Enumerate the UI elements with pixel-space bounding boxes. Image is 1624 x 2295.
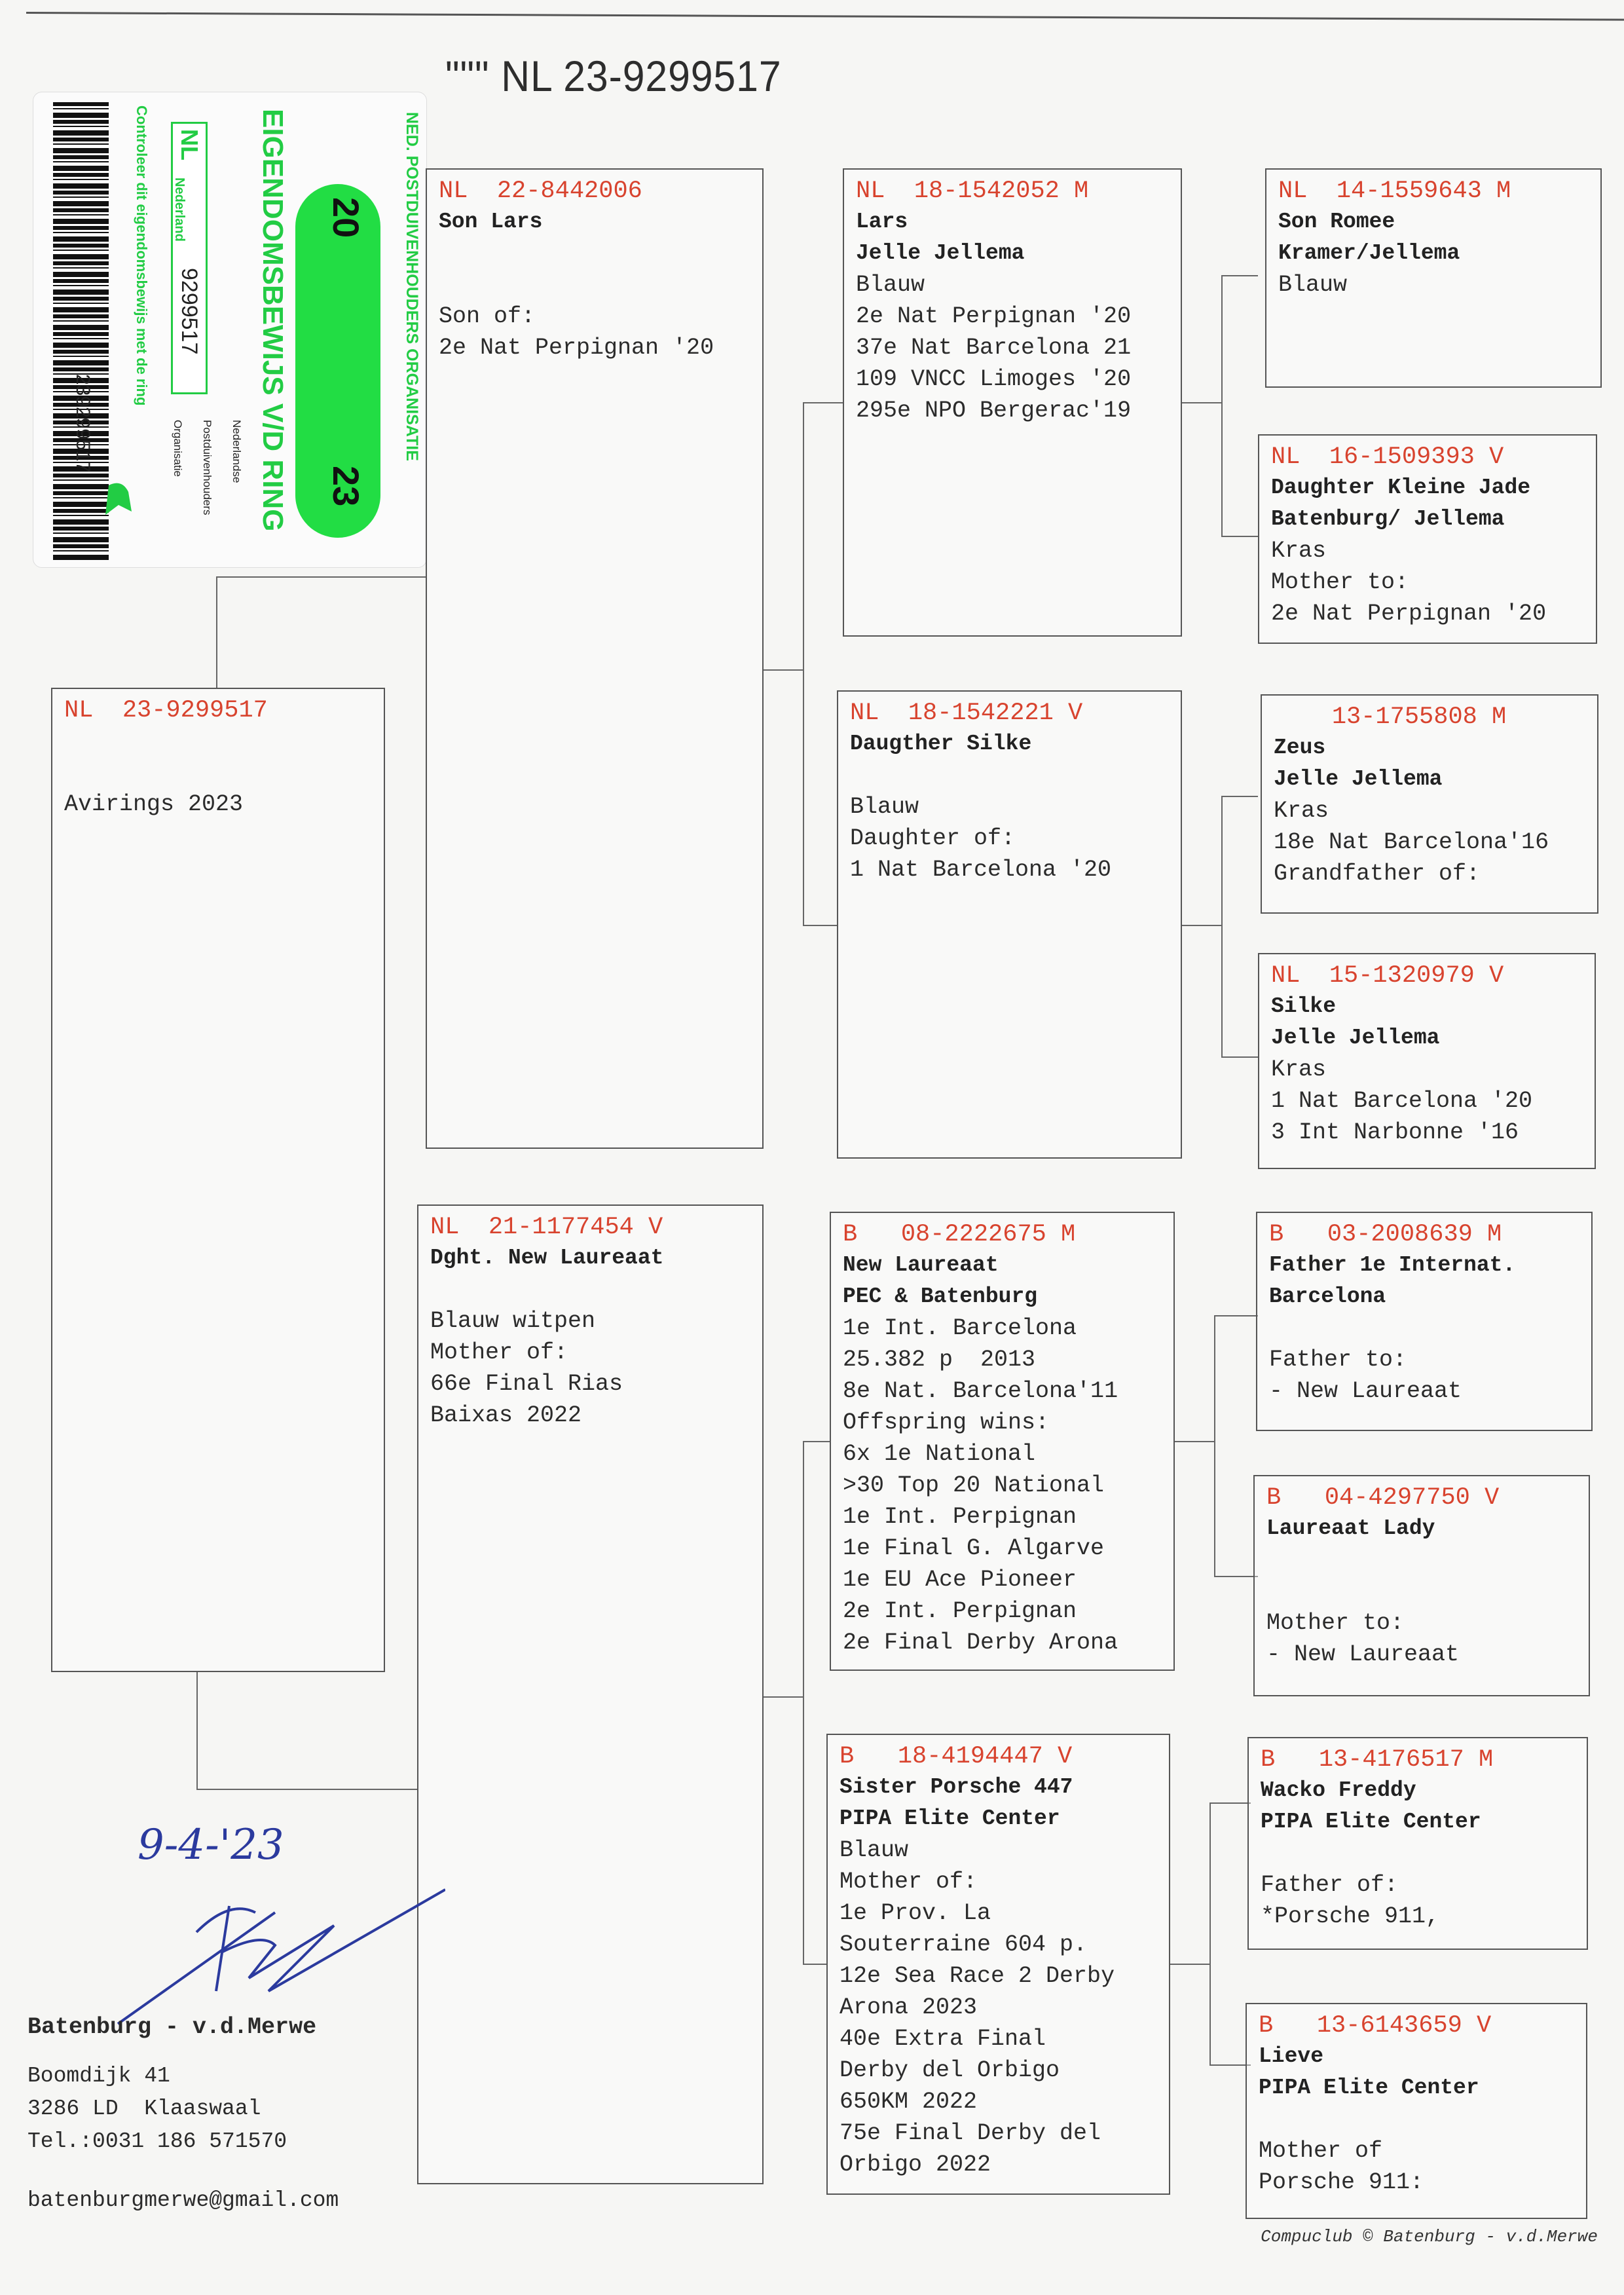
ring-number: B 08-2222675 M [843, 1221, 1076, 1248]
connector-line [803, 402, 843, 403]
connector-line [1209, 1802, 1211, 2066]
pedigree-box-ggp-4: NL 15-1320979 V Silke Jelle Jellema Kras 1 Nat Barcelona '20 3 Int Narbonne '16 [1258, 953, 1596, 1169]
ring-number: NL 22-8442006 [439, 177, 642, 205]
connector-line [1214, 1315, 1215, 1577]
connector-line [1221, 796, 1223, 1058]
pedigree-box-ggp-3: 13-1755808 M Zeus Jelle Jellema Kras 18e Nat Barcelona'16 Grandfather of: [1261, 694, 1598, 914]
year-left: 20 [325, 197, 367, 238]
year-right: 23 [325, 466, 367, 507]
pigeon-name: Dght. New Laureaat [430, 1246, 664, 1270]
connector-line [1182, 402, 1221, 403]
pedigree-box-dam: NL 21-1177454 V Dght. New Laureaat Blauw witpen Mother of: 66e Final Rias Baixas 2022 [417, 1204, 764, 2184]
connector-line [216, 576, 426, 578]
connector-line [1221, 1056, 1258, 1058]
barcode [53, 102, 109, 561]
breeder-street: Boomdijk 41 [28, 2064, 170, 2088]
pedigree-box-ggp-8: B 13-6143659 V Lieve PIPA Elite Center Mother of Porsche 911: [1246, 2003, 1587, 2219]
connector-line [1214, 1576, 1258, 1577]
connector-line [1221, 275, 1223, 537]
connector-line [1170, 1964, 1209, 1965]
breeder-email[interactable]: batenburgmerwe@gmail.com [28, 2188, 339, 2212]
breeder-city: 3286 LD Klaaswaal [28, 2097, 261, 2121]
connector-line [1209, 1802, 1251, 1804]
pedigree-box-sire: NL 22-8442006 Son Lars Son of: 2e Nat Perpignan '20 [426, 168, 764, 1149]
pedigree-box-ggp-2: NL 16-1509393 V Daughter Kleine Jade Batenburg/ Jellema Kras Mother to: 2e Nat Perpignan '20 [1258, 434, 1597, 644]
pedigree-box-subject [51, 688, 385, 1672]
signature-scribble [79, 1860, 445, 2030]
ring-number: 9299517 [177, 268, 202, 355]
connector-line [803, 1964, 826, 1965]
pigeon-icon [102, 479, 135, 518]
page-top-edge [26, 12, 1624, 21]
pedigree-box-ggp-5: B 03-2008639 M Father 1e Internat. Barcelona Father to: - New Laureaat [1256, 1212, 1593, 1431]
breeder-phone: Tel.:0031 186 571570 [28, 2129, 287, 2154]
connector-line [1221, 275, 1258, 276]
pedigree-box-dam-sire: B 08-2222675 M New Laureaat PEC & Batenburg 1e Int. Barcelona 25.382 p 2013 8e Nat. Barcelona'11 Offspring wins: 6x 1e National >30 Top 20 National 1e Int. Perpignan 1e Final G. Algarve 1e EU Ace Pioneer 2e Int. Perpignan 2e Final Derby Arona [830, 1212, 1175, 1671]
country-code: NL [176, 129, 203, 160]
pedigree-box-sire-sire: NL 18-1542052 M Lars Jelle Jellema Blauw 2e Nat Perpignan '20 37e Nat Barcelona 21 109 VNCC Limoges '20 295e NPO Bergerac'19 [843, 168, 1182, 637]
breeder-name: Batenburg - v.d.Merwe [28, 2014, 317, 2040]
connector-line [1221, 536, 1258, 537]
connector-line [803, 1441, 804, 1965]
footer-credit: Compuclub © Batenburg - v.d.Merwe [1261, 2227, 1598, 2247]
year-badge [295, 184, 380, 538]
connector-line [1221, 796, 1258, 797]
note: Avirings 2023 [64, 791, 244, 817]
connector-line [803, 925, 837, 926]
connector-line [1214, 1315, 1258, 1316]
pedigree-box-ggp-1: NL 14-1559643 M Son Romee Kramer/Jellema Blauw [1265, 168, 1602, 388]
connector-line [1182, 925, 1221, 926]
pedigree-box-ggp-6: B 04-4297750 V Laureaat Lady Mother to: - New Laureaat [1253, 1475, 1590, 1696]
connector-line [196, 1672, 198, 1790]
ring-number: B 18-4194447 V [840, 1743, 1073, 1770]
pedigree-box-ggp-7: B 13-4176517 M Wacko Freddy PIPA Elite Center Father of: *Porsche 911, [1247, 1737, 1588, 1950]
barcode-number: 239299517 [72, 374, 94, 473]
ring-number: NL 18-1542052 M [856, 177, 1089, 205]
ring-number: NL 18-1542221 V [850, 700, 1083, 727]
ring-number: NL 21-1177454 V [430, 1214, 663, 1241]
ring-ownership-card: 239299517 Controleer dit eigendomsbewijs met de ring NL 9299517 Nederland 20 23 EIGENDOMSBEWIJS V/D RING NED. POSTDUIVENHOUDERS ORGANISATIE Nederlandse Postduivenhouders Organisatie [33, 92, 427, 568]
connector-line [196, 1789, 417, 1790]
pedigree-box-sire-dam: NL 18-1542221 V Daugther Silke Blauw Daughter of: 1 Nat Barcelona '20 [837, 690, 1182, 1159]
card-heading: EIGENDOMSBEWIJS V/D RING [257, 109, 289, 532]
connector-line [1175, 1441, 1214, 1442]
signature-date: 9-4-'23 [138, 1821, 284, 1869]
pigeon-name: Son Lars [439, 210, 543, 234]
connector-line [764, 669, 803, 671]
connector-line [764, 1696, 803, 1698]
connector-line [803, 402, 804, 926]
ring-number-field [171, 122, 208, 394]
connector-line [803, 1441, 830, 1442]
country-name: Nederland [172, 177, 187, 242]
connector-line [1209, 2064, 1251, 2066]
card-org: NED. POSTDUIVENHOUDERS ORGANISATIE [403, 112, 421, 461]
pedigree-box-dam-dam: B 18-4194447 V Sister Porsche 447 PIPA Elite Center Blauw Mother of: 1e Prov. La Souterraine 604 p. 12e Sea Race 2 Derby Arona 2023 40e Extra Final Derby del Orbigo 650KM 2022 75e Final Derby del Orbigo 2022 [826, 1734, 1170, 2195]
ring-number: NL 23-9299517 [64, 697, 268, 724]
control-text: Controleer dit eigendomsbewijs met de ring [134, 105, 150, 406]
connector-line [216, 576, 217, 688]
page-title: """ NL 23-9299517 [445, 52, 782, 100]
